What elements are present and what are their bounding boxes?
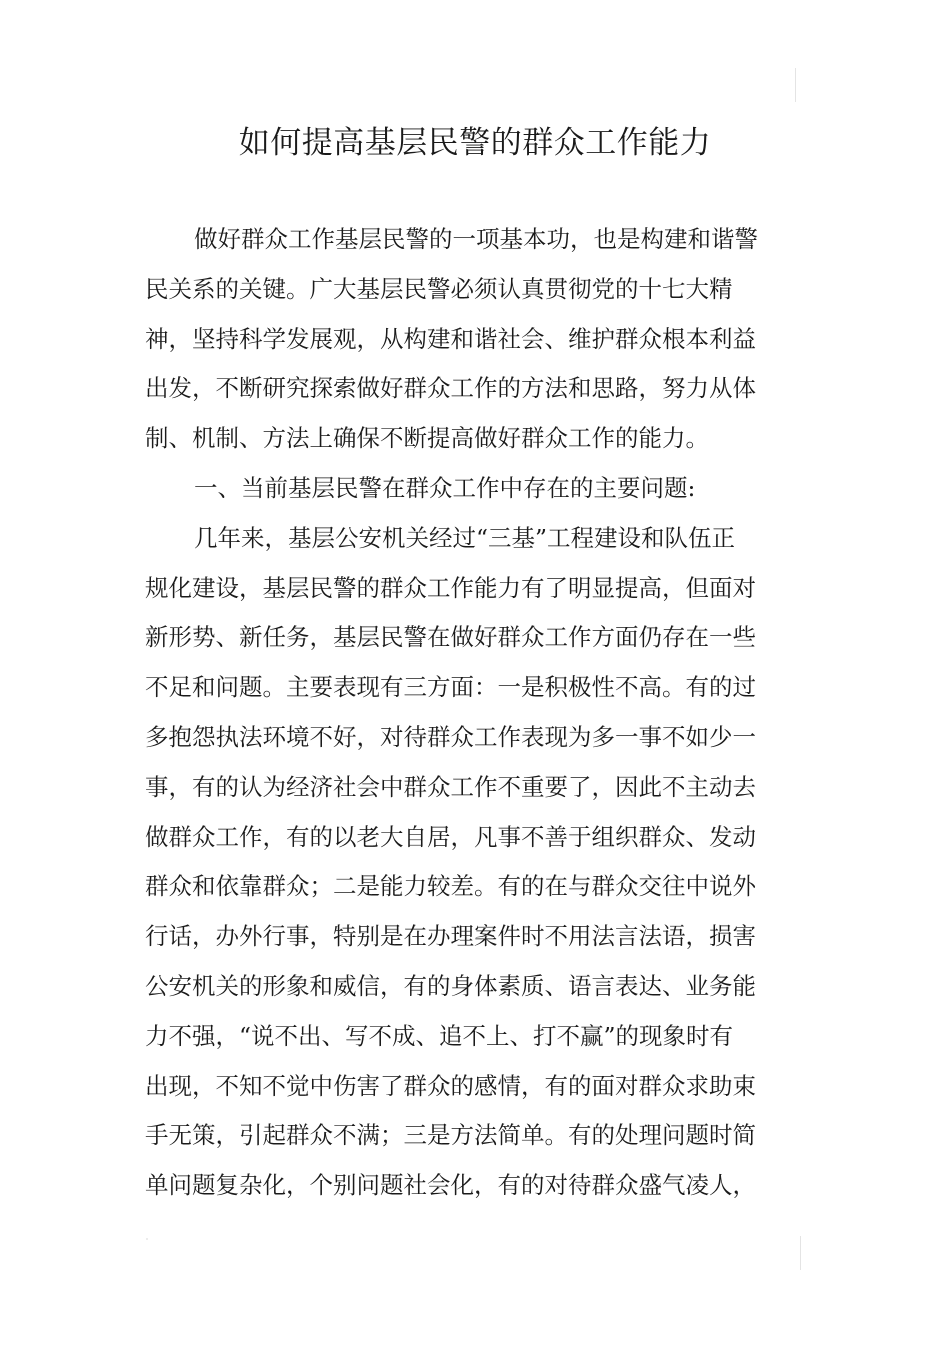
paragraph-line: 行话，办外行事，特别是在办理案件时不用法言法语，损害 <box>145 922 756 951</box>
document-title: 如何提高基层民警的群众工作能力 <box>238 125 712 161</box>
paragraph-line: 新形势、新任务，基层民警在做好群众工作方面仍存在一些 <box>145 623 756 652</box>
paragraph-line: 做好群众工作基层民警的一项基本功，也是构建和谐警 <box>194 225 758 253</box>
paragraph-line: 手无策，引起群众不满；三是方法简单。有的处理问题时简 <box>145 1121 756 1150</box>
page-edge-mark <box>800 1236 801 1270</box>
paragraph-line: 多抱怨执法环境不好，对待群众工作表现为多一事不如少一 <box>145 722 756 751</box>
paragraph-line: 群众和依靠群众；二是能力较差。有的在与群众交往中说外 <box>145 872 756 901</box>
page-edge-mark <box>795 68 796 102</box>
paragraph-line: 单问题复杂化，个别问题社会化，有的对待群众盛气凌人， <box>145 1171 756 1200</box>
paragraph-line: 不足和问题。主要表现有三方面：一是积极性不高。有的过 <box>145 673 756 702</box>
paragraph-line: 事，有的认为经济社会中群众工作不重要了，因此不主动去 <box>145 772 756 801</box>
paragraph-line: 神，坚持科学发展观，从构建和谐社会、维护群众根本利益 <box>145 324 756 353</box>
section-heading: 一、当前基层民警在群众工作中存在的主要问题: <box>194 473 696 502</box>
paragraph-line: 力不强，“说不出、写不成、追不上、打不赢”的现象时有 <box>145 1021 734 1050</box>
paragraph-line: 规化建设，基层民警的群众工作能力有了明显提高，但面对 <box>145 573 756 602</box>
paragraph-line: 出现，不知不觉中伤害了群众的感情，有的面对群众求助束 <box>145 1071 756 1100</box>
page-edge-mark <box>146 1238 148 1240</box>
paragraph-line: 民关系的关键。广大基层民警必须认真贯彻党的十七大精 <box>145 274 733 303</box>
paragraph-line: 几年来，基层公安机关经过“三基”工程建设和队伍正 <box>194 523 736 552</box>
document-body <box>145 215 758 1211</box>
paragraph-line: 出发，不断研究探索做好群众工作的方法和思路，努力从体 <box>145 374 756 403</box>
paragraph-line: 做群众工作，有的以老大自居，凡事不善于组织群众、发动 <box>145 822 756 851</box>
paragraph-line: 制、机制、方法上确保不断提高做好群众工作的能力。 <box>145 424 709 453</box>
paragraph-line: 公安机关的形象和威信，有的身体素质、语言表达、业务能 <box>145 971 756 1000</box>
